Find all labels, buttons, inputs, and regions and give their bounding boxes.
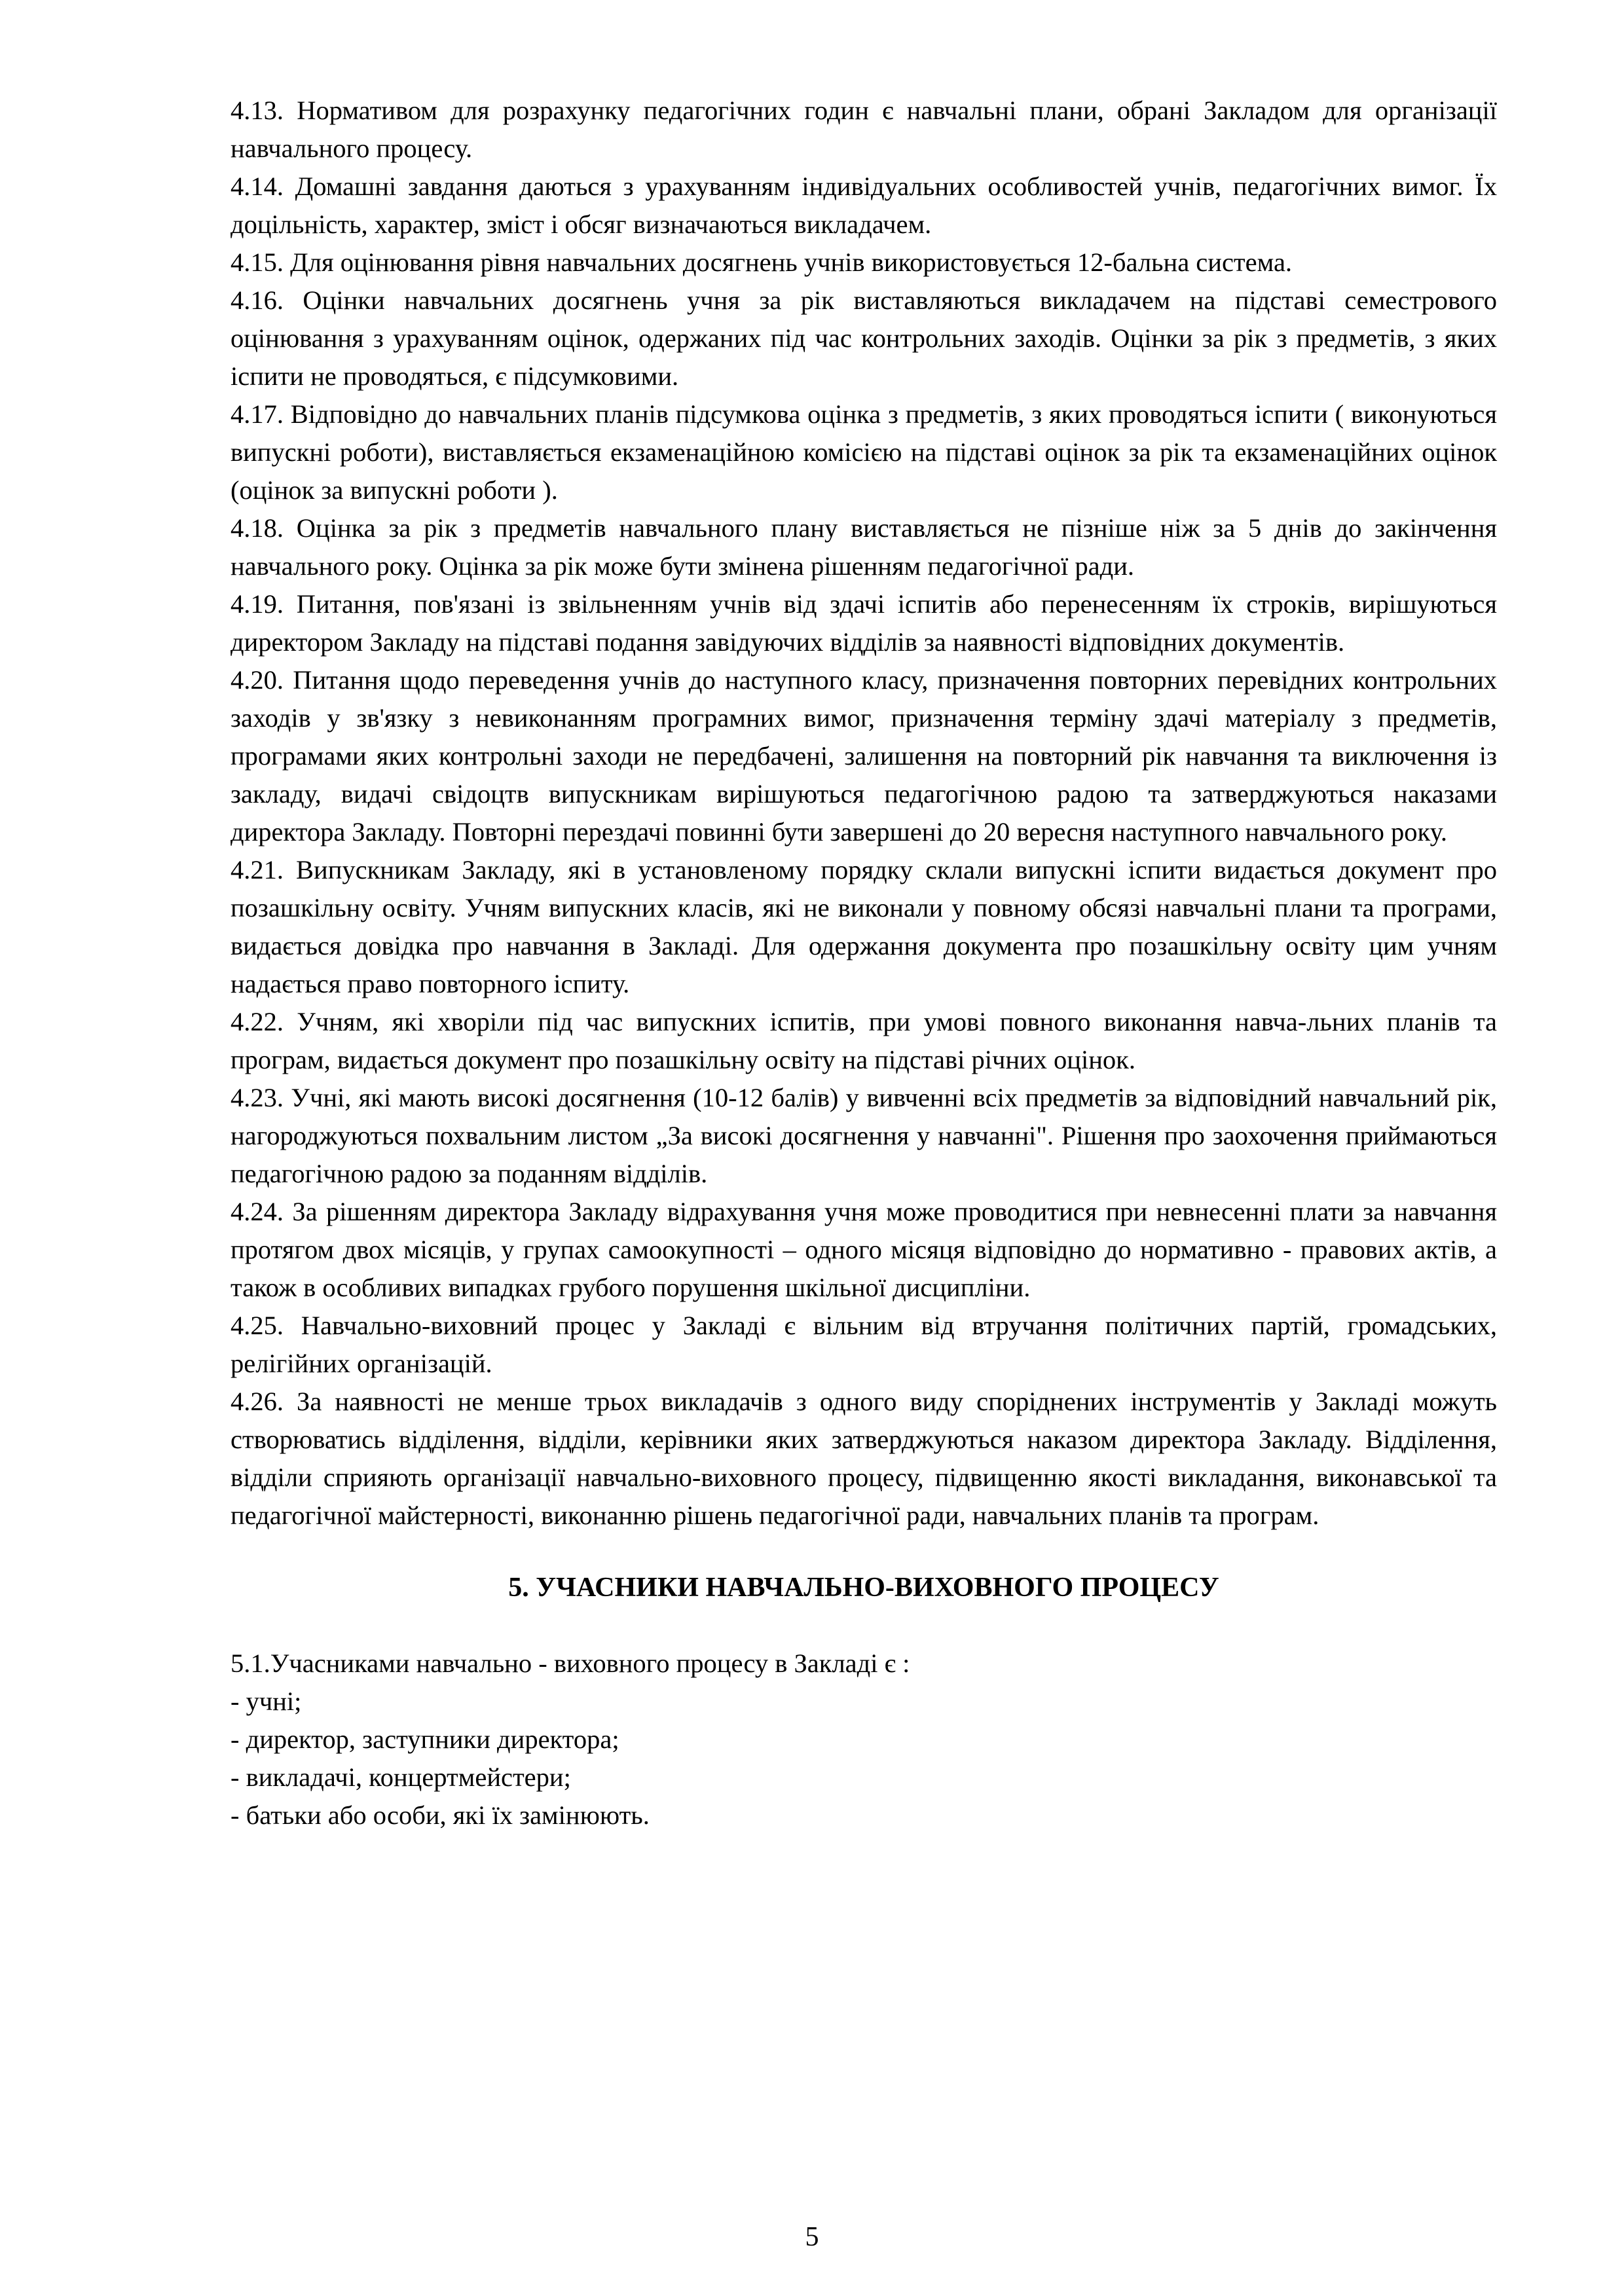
paragraph-4-16: 4.16. Оцінки навчальних досягнень учня за рік виставляються викладачем на підставі семестрового оцінювання з урахуванням оцінок, одержаних під час контрольних заходів. Оцінки за рік з предметів, з яких іспити не проводяться, є підсумковими.	[231, 285, 1497, 391]
paragraph-4-22: 4.22. Учням, які хворіли під час випускних іспитів, при умові повного виконання навча-льних планів та програм, видається документ про позашкільну освіту на підставі річних оцінок.	[231, 1007, 1497, 1074]
page-number: 5	[805, 2222, 819, 2252]
paragraph-4-17: 4.17. Відповідно до навчальних планів підсумкова оцінка з предметів, з яких проводяться іспити ( виконуються випускні роботи), виставляється екзаменаційною комісією на підставі оцінок за рік та екзаменаційних оцінок (оцінок за випускні роботи ).	[231, 399, 1497, 505]
paragraph-4-15: 4.15. Для оцінювання рівня навчальних досягнень учнів використовується 12-бальна система.	[231, 247, 1293, 277]
paragraph-4-25: 4.25. Навчально-виховний процес у Закладі є вільним від втручання політичних партій, громадських, релігійних організацій.	[231, 1311, 1497, 1378]
paragraph-4-23: 4.23. Учні, які мають високі досягнення (10-12 балів) у вивченні всіх предметів за відповідний навчальний рік, нагороджуються похвальним листом „За високі досягнення у навчанні". Рішення про заохочення приймаються педагогічною радою за поданням відділів.	[231, 1083, 1497, 1188]
paragraph-4-18: 4.18. Оцінка за рік з предметів навчального плану виставляється не пізніше ніж за 5 днів до закінчення навчального року. Оцінка за рік може бути змінена рішенням педагогічної ради.	[231, 513, 1497, 581]
list-item: - директор, заступники директора;	[231, 1724, 619, 1754]
list-item: - викладачі, концертмейстери;	[231, 1762, 571, 1792]
paragraph-4-26: 4.26. За наявності не менше трьох викладачів з одного виду споріднених інструментів у Закладі можуть створюватись відділення, відділи, керівники яких затверджуються наказом директора Закладу. Відділення, відділи сприяють організації навчально-виховного процесу, підвищенню якості викладання, виконавської та педагогічної майстерності, виконанню рішень педагогічної ради, навчальних планів та програм.	[231, 1387, 1497, 1530]
section-intro: 5.1.Учасниками навчально - виховного процесу в Закладі є :	[231, 1649, 910, 1678]
page-content	[231, 92, 1497, 1834]
section-title: 5. УЧАСНИКИ НАВЧАЛЬНО-ВИХОВНОГО ПРОЦЕСУ	[508, 1573, 1219, 1603]
paragraph-4-19: 4.19. Питання, пов'язані із звільненням учнів від здачі іспитів або перенесенням їх строків, вирішуються директором Закладу на підставі подання завідуючих відділів за наявності відповідних документів.	[231, 589, 1497, 657]
paragraph-4-24: 4.24. За рішенням директора Закладу відрахування учня може проводитися при невнесенні плати за навчання протягом двох місяців, у групах самоокупності – одного місяця відповідно до нормативно - правових актів, а також в особливих випадках грубого порушення шкільної дисципліни.	[231, 1197, 1497, 1302]
paragraph-4-21: 4.21. Випускникам Закладу, які в установленому порядку склали випускні іспити видається документ про позашкільну освіту. Учням випускних класів, які не виконали у повному обсязі навчальні плани та програми, видається довідка про навчання в Закладі. Для одержання документа про позашкільну освіту цим учням надається право повторного іспиту.	[231, 855, 1497, 998]
paragraph-4-20: 4.20. Питання щодо переведення учнів до наступного класу, призначення повторних перевідних контрольних заходів у зв'язку з невиконанням програмних вимог, призначення терміну здачі матеріалу з предметів, програмами яких контрольні заходи не передбачені, залишення на повторний рік навчання та виключення із закладу, видачі свідоцтв випускникам вирішуються педагогічною радою та затверджуються наказами директора Закладу. Повторні перездачі повинні бути завершені до 20 вересня наступного навчального року.	[231, 665, 1497, 847]
list-item: - учні;	[231, 1686, 302, 1716]
paragraph-4-13: 4.13. Нормативом для розрахунку педагогічних годин є навчальні плани, обрані Закладом для організації навчального процесу.	[231, 96, 1497, 163]
participants-list	[231, 1683, 1497, 1834]
list-item: - батьки або особи, які їх замінюють.	[231, 1800, 650, 1830]
paragraph-4-14: 4.14. Домашні завдання даються з урахуванням індивідуальних особливостей учнів, педагогічних вимог. Їх доцільність, характер, зміст і обсяг визначаються викладачем.	[231, 172, 1497, 239]
